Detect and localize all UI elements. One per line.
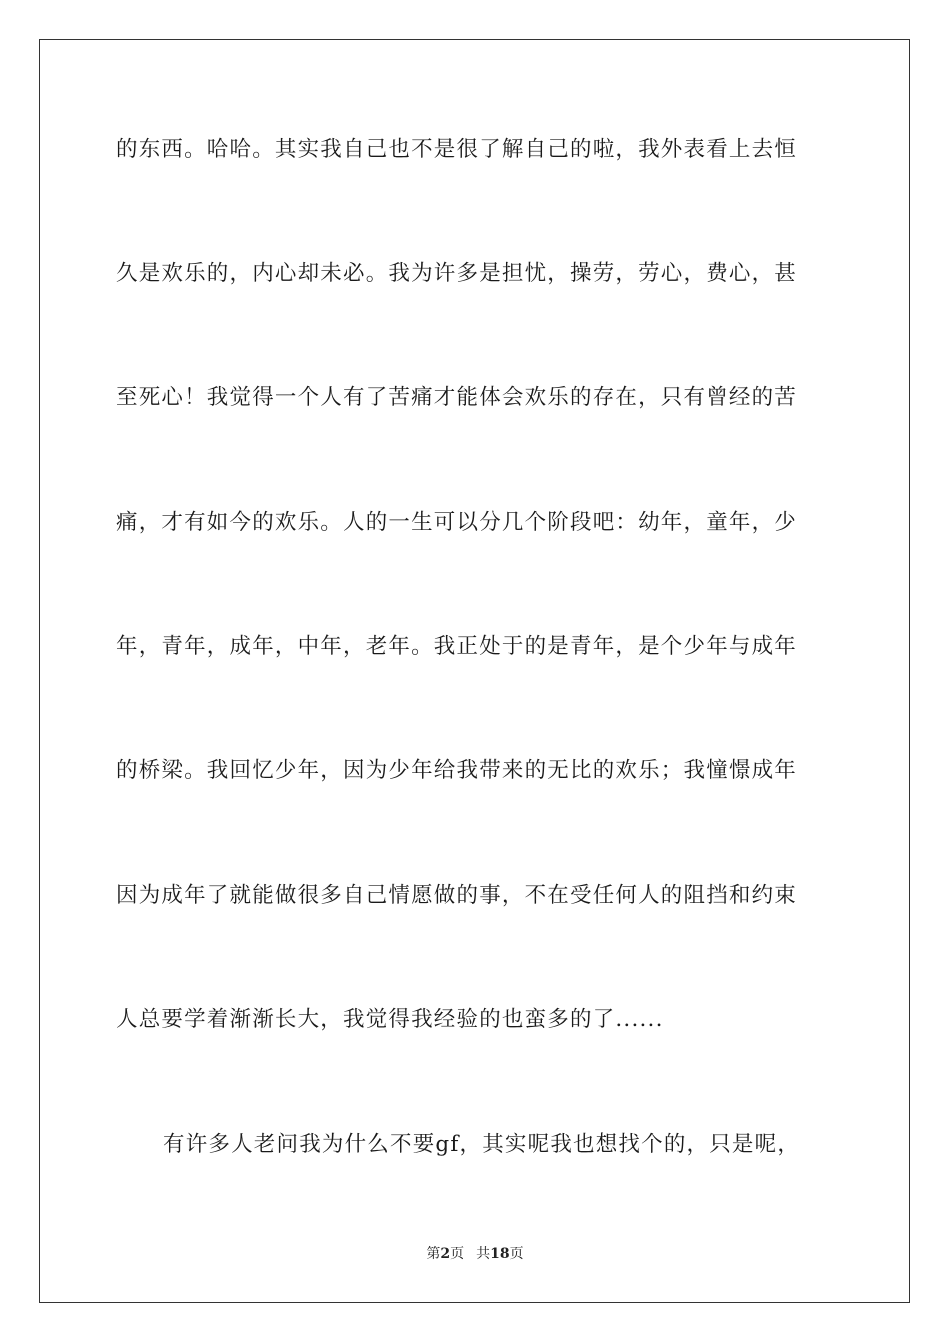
total-label-suffix: 页 (509, 1246, 524, 1262)
body-text-line: 人总要学着渐渐长大，我觉得我经验的也蛮多的了...... (116, 1007, 664, 1032)
body-text-line: 久是欢乐的，内心却未必。我为许多是担忧，操劳，劳心，费心，甚 (116, 261, 798, 286)
body-text-line: 的东西。哈哈。其实我自己也不是很了解自己的啦，我外表看上去恒 (116, 137, 798, 162)
page-border (39, 39, 910, 1303)
page-label-prefix: 第 (426, 1246, 441, 1262)
total-pages: 18 (490, 1246, 510, 1262)
body-text-line: 年，青年，成年，中年，老年。我正处于的是青年，是个少年与成年 (116, 634, 798, 659)
page-label-suffix: 页 (450, 1246, 465, 1262)
body-text-line: 至死心！我觉得一个人有了苦痛才能体会欢乐的存在，只有曾经的苦 (116, 385, 798, 410)
page-number: 2 (440, 1246, 451, 1262)
total-label-prefix: 共 (476, 1246, 491, 1262)
page-footer (0, 1245, 950, 1263)
body-text-line: 的桥梁。我回忆少年，因为少年给我带来的无比的欢乐；我憧憬成年 (116, 758, 798, 783)
paragraph-first-line: 有许多人老问我为什么不要gf，其实呢我也想找个的，只是呢， (163, 1132, 801, 1157)
body-text-line: 痛，才有如今的欢乐。人的一生可以分几个阶段吧：幼年，童年，少 (116, 510, 798, 535)
body-text-line: 因为成年了就能做很多自己情愿做的事，不在受任何人的阻挡和约束 (116, 883, 798, 908)
